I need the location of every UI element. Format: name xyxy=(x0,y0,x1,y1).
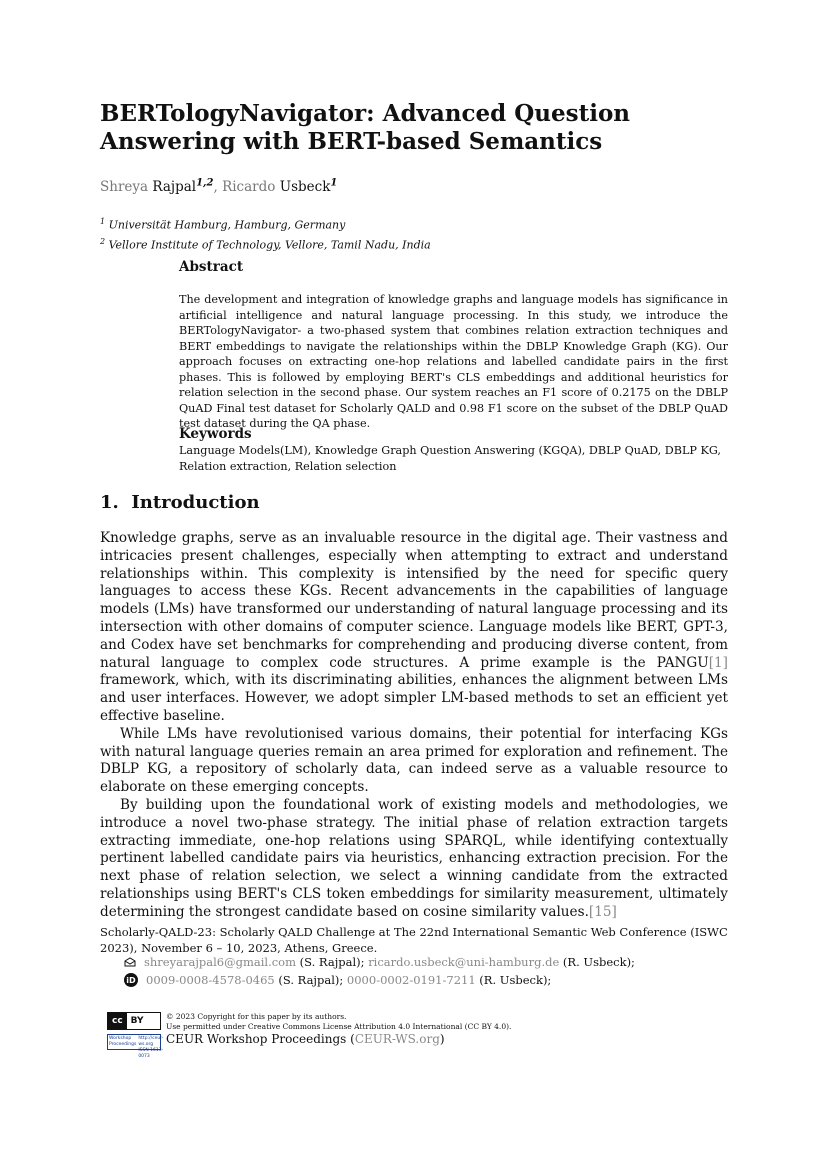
citation-link[interactable]: [15] xyxy=(588,903,617,920)
citation-link[interactable]: [1] xyxy=(708,654,728,671)
ceur-logo xyxy=(107,1034,164,1059)
orcid-line xyxy=(124,973,551,987)
section-title: Introduction xyxy=(131,492,260,513)
author-list xyxy=(100,177,337,195)
ceur-ws-link[interactable]: CEUR-WS.org xyxy=(354,1032,440,1046)
affiliation-1 xyxy=(100,214,431,234)
orcid-icon: iD xyxy=(124,973,138,987)
author-1-last-name: Rajpal xyxy=(152,178,197,195)
ceur-proceedings xyxy=(166,1032,445,1046)
email-link-2[interactable]: ricardo.usbeck@uni-hamburg.de xyxy=(368,955,560,969)
introduction-body xyxy=(100,530,728,922)
paragraph-1 xyxy=(100,530,728,726)
orcid-owner-1: (S. Rajpal); xyxy=(274,973,347,987)
affiliation-2-text: Vellore Institute of Technology, Vellore, Tamil Nadu, India xyxy=(108,238,431,252)
orcid-entries xyxy=(146,973,551,987)
cc-logo-text: cc xyxy=(108,1013,127,1029)
email-owner-2: (R. Usbeck); xyxy=(559,955,635,969)
ceur-text: CEUR Workshop Proceedings ( xyxy=(166,1032,355,1046)
ceur-close: ) xyxy=(439,1032,445,1046)
ceur-logo-left: Workshop Proceedings xyxy=(109,1036,137,1047)
author-separator: , xyxy=(213,178,223,195)
section-heading xyxy=(100,492,260,513)
author-2 xyxy=(222,179,337,195)
abstract-heading: Abstract xyxy=(179,259,244,275)
envelope-icon xyxy=(124,957,136,967)
author-2-affil-marker: 1 xyxy=(330,177,338,188)
paragraph-1-text: Knowledge graphs, serve as an invaluable resource in the digital age. Their vastness and intricacies present challenges, especially when attempting to extract and understand relationships within. This complexity is intensified by the need for specific query languages to access these KGs. Recent advancements in the capabilities of language models (LMs) have transformed our understanding of natural language processing and its intersection with other domains of computer science. Language models like BERT, GPT-3, and Codex have set benchmarks for comprehending and producing diverse content, from natural language to complex code structures. A prime example is the PANGU xyxy=(100,530,728,671)
affiliation-1-text: Universität Hamburg, Hamburg, Germany xyxy=(108,218,346,232)
email-line xyxy=(124,955,635,969)
section-number: 1. xyxy=(100,492,119,513)
author-1 xyxy=(100,179,222,195)
copyright-notice xyxy=(166,1012,511,1032)
author-2-first-name: Ricardo xyxy=(222,178,276,195)
abstract-text: The development and integration of knowledge graphs and language models has significance in artificial intelligence and natural language processing. In this study, we introduce the BERTologyNavigator- a two-phased system that combines relation extraction techniques and BERT embeddings to navigate the relationships within the DBLP Knowledge Graph (KG). Our approach focuses on extracting one-hop relations and labelled candidate pairs in the first phases. This is followed by employing BERT's CLS embeddings and additional heuristics for relation selection in the second phase. Our system reaches an F1 score of 0.2175 on the DBLP QuAD Final test dataset for Scholarly QALD and 0.98 F1 score on the subset of the DBLP QuAD test dataset during the QA phase. xyxy=(179,293,728,430)
paper-title: BERTologyNavigator: Advanced Question Answering with BERT-based Semantics xyxy=(100,100,631,155)
orcid-link-1[interactable]: 0009-0008-4578-0465 xyxy=(146,973,275,987)
affiliation-2 xyxy=(100,234,431,254)
email-entries xyxy=(144,955,635,969)
author-2-last-name: Usbeck xyxy=(279,178,331,195)
email-link-1[interactable]: shreyarajpal6@gmail.com xyxy=(144,955,296,969)
affiliation-1-num: 1 xyxy=(100,217,106,226)
paragraph-2: While LMs have revolutionised various domains, their potential for interfacing KGs with natural language queries remain an area primed for exploration and refinement. The DBLP KG, a repository of scholarly data, can indeed serve as a valuable resource to elaborate on these emerging concepts. xyxy=(100,725,728,796)
copyright-line-1: © 2023 Copyright for this paper by its authors. xyxy=(166,1012,347,1021)
copyright-line-2: Use permitted under Creative Commons License Attribution 4.0 International (CC BY 4.0). xyxy=(166,1022,512,1031)
keywords-heading: Keywords xyxy=(179,426,252,442)
paragraph-3-text: By building upon the foundational work of existing models and methodologies, we introduce a novel two-phase strategy. The initial phase of relation extraction targets extracting immediate, one-hop relations using SPARQL, while identifying contextually pertinent labelled candidate pairs via heuristics, enhancing extraction precision. For the next phase of relation selection, we select a winning candidate from the extracted relationships using BERT's CLS token embeddings for similarity measurement, ultimately determining the strongest candidate based on cosine similarity values. xyxy=(100,796,728,920)
orcid-owner-2: (R. Usbeck); xyxy=(475,973,552,987)
orcid-link-2[interactable]: 0000-0002-0191-7211 xyxy=(346,973,476,987)
keywords-text: Language Models(LM), Knowledge Graph Question Answering (KGQA), DBLP QuAD, DBLP KG, Relation extraction, Relation selection xyxy=(179,444,721,473)
affiliations xyxy=(100,214,431,253)
author-1-first-name: Shreya xyxy=(100,178,149,195)
ceur-logo-right: http://ceur-ws.org ISSN 1613-0073 xyxy=(138,1036,164,1059)
license-logos xyxy=(107,1012,164,1059)
email-owner-1: (S. Rajpal); xyxy=(296,955,369,969)
conference-footnote: Scholarly-QALD-23: Scholarly QALD Challenge at The 22nd International Semantic Web Conference (ISWC 2023), November 6 – 10, 2023, Athens, Greece. xyxy=(100,925,728,955)
affiliation-2-num: 2 xyxy=(100,236,106,246)
author-1-affil-marker: 1,2 xyxy=(196,177,214,188)
paragraph-3 xyxy=(100,797,728,922)
cc-by-logo xyxy=(107,1012,161,1030)
by-logo-text: BY xyxy=(130,1016,144,1026)
paragraph-1-text-cont: framework, which, with its discriminating abilities, enhances the alignment between LMs and user interfaces. However, we adopt simpler LM-based methods to set an efficient yet effective baseline. xyxy=(100,672,728,724)
